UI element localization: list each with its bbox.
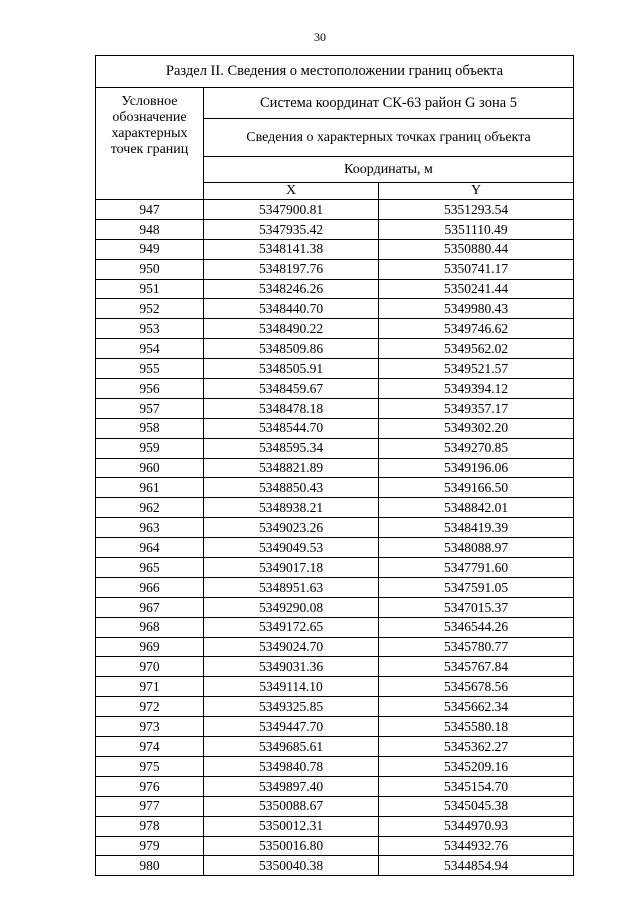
y-coordinate-cell: 5345662.34 [379,697,574,717]
point-number-cell: 965 [96,558,204,578]
y-coordinate-cell: 5345045.38 [379,796,574,816]
x-coordinate-cell: 5348141.38 [204,239,379,259]
x-coordinate-cell: 5348490.22 [204,319,379,339]
y-coordinate-cell: 5349394.12 [379,379,574,399]
x-coordinate-cell: 5348850.43 [204,478,379,498]
y-coordinate-cell: 5345767.84 [379,657,574,677]
point-number-cell: 958 [96,418,204,438]
table-row [96,776,574,796]
x-coordinate-cell: 5348951.63 [204,577,379,597]
y-coordinate-cell: 5349746.62 [379,319,574,339]
x-coordinate-cell: 5348197.76 [204,259,379,279]
table-row [96,498,574,518]
point-number-cell: 961 [96,478,204,498]
point-number-cell: 963 [96,518,204,538]
y-coordinate-cell: 5348842.01 [379,498,574,518]
table-row [96,518,574,538]
points-info-header: Сведения о характерных точках границ объекта [204,119,574,157]
point-label-header [96,88,204,200]
point-number-cell: 973 [96,717,204,737]
coordinates-header: Координаты, м [204,157,574,183]
point-number-cell: 977 [96,796,204,816]
y-coordinate-cell: 5350880.44 [379,239,574,259]
table-row [96,717,574,737]
y-coordinate-cell: 5345580.18 [379,717,574,737]
point-number-cell: 970 [96,657,204,677]
x-coordinate-cell: 5348478.18 [204,398,379,418]
table-row [96,319,574,339]
point-label-line: характерных [111,126,188,142]
point-number-cell: 952 [96,299,204,319]
x-coordinate-cell: 5347900.81 [204,200,379,220]
coordinate-system-header: Система координат СК-63 район G зона 5 [204,88,574,119]
y-coordinate-cell: 5345780.77 [379,637,574,657]
table-row [96,458,574,478]
x-coordinate-cell: 5348544.70 [204,418,379,438]
point-number-cell: 951 [96,279,204,299]
point-number-cell: 950 [96,259,204,279]
x-coordinate-cell: 5350088.67 [204,796,379,816]
point-number-cell: 969 [96,637,204,657]
y-coordinate-cell: 5349270.85 [379,438,574,458]
point-label-line: Условное [121,94,178,109]
table-row [96,836,574,856]
table-row [96,279,574,299]
x-coordinate-cell: 5349897.40 [204,776,379,796]
table-row [96,577,574,597]
point-number-cell: 962 [96,498,204,518]
table-row [96,219,574,239]
y-coordinate-cell: 5345209.16 [379,756,574,776]
x-coordinate-cell: 5348821.89 [204,458,379,478]
y-coordinate-cell: 5349562.02 [379,339,574,359]
x-coordinate-cell: 5348440.70 [204,299,379,319]
table-row [96,379,574,399]
x-coordinate-cell: 5349114.10 [204,677,379,697]
y-coordinate-cell: 5349196.06 [379,458,574,478]
table-row [96,816,574,836]
point-number-cell: 968 [96,617,204,637]
table-row [96,239,574,259]
table-row [96,359,574,379]
y-coordinate-cell: 5348088.97 [379,538,574,558]
y-coordinate-cell: 5349166.50 [379,478,574,498]
y-column-header: Y [379,183,574,200]
y-coordinate-cell: 5344970.93 [379,816,574,836]
section-title: Раздел II. Сведения о местоположении границ объекта [96,56,574,88]
table-row [96,438,574,458]
y-coordinate-cell: 5351110.49 [379,219,574,239]
x-coordinate-cell: 5350016.80 [204,836,379,856]
x-coordinate-cell: 5349447.70 [204,717,379,737]
point-number-cell: 964 [96,538,204,558]
point-number-cell: 978 [96,816,204,836]
y-coordinate-cell: 5345362.27 [379,737,574,757]
point-number-cell: 966 [96,577,204,597]
y-coordinate-cell: 5347791.60 [379,558,574,578]
x-coordinate-cell: 5348505.91 [204,359,379,379]
point-number-cell: 967 [96,597,204,617]
table-row [96,478,574,498]
table-row [96,756,574,776]
x-coordinate-cell: 5349023.26 [204,518,379,538]
point-number-cell: 976 [96,776,204,796]
point-number-cell: 980 [96,856,204,876]
y-coordinate-cell: 5347015.37 [379,597,574,617]
y-coordinate-cell: 5349521.57 [379,359,574,379]
y-coordinate-cell: 5344932.76 [379,836,574,856]
table-row [96,856,574,876]
y-coordinate-cell: 5349357.17 [379,398,574,418]
point-number-cell: 975 [96,756,204,776]
table-row [96,200,574,220]
point-number-cell: 948 [96,219,204,239]
x-coordinate-cell: 5349031.36 [204,657,379,677]
point-number-cell: 960 [96,458,204,478]
y-coordinate-cell: 5348419.39 [379,518,574,538]
x-coordinate-cell: 5348938.21 [204,498,379,518]
x-coordinate-cell: 5349024.70 [204,637,379,657]
x-coordinate-cell: 5349840.78 [204,756,379,776]
table-row [96,398,574,418]
x-coordinate-cell: 5349290.08 [204,597,379,617]
x-coordinate-cell: 5348595.34 [204,438,379,458]
y-coordinate-cell: 5350741.17 [379,259,574,279]
x-coordinate-cell: 5349049.53 [204,538,379,558]
point-label-line: точек границ [110,142,189,158]
y-coordinate-cell: 5347591.05 [379,577,574,597]
table-row [96,657,574,677]
point-number-cell: 956 [96,379,204,399]
point-number-cell: 955 [96,359,204,379]
y-coordinate-cell: 5344854.94 [379,856,574,876]
table-row [96,617,574,637]
x-coordinate-cell: 5349172.65 [204,617,379,637]
point-number-cell: 972 [96,697,204,717]
x-coordinate-cell: 5350040.38 [204,856,379,876]
point-label-line: обозначение [112,110,187,126]
table-row [96,697,574,717]
coordinates-rows [96,200,574,876]
x-coordinate-cell: 5349017.18 [204,558,379,578]
y-coordinate-cell: 5351293.54 [379,200,574,220]
point-number-cell: 979 [96,836,204,856]
x-coordinate-cell: 5349685.61 [204,737,379,757]
point-number-cell: 947 [96,200,204,220]
point-number-cell: 953 [96,319,204,339]
y-coordinate-cell: 5346544.26 [379,617,574,637]
x-column-header: X [204,183,379,200]
coordinates-table [95,55,574,876]
x-coordinate-cell: 5350012.31 [204,816,379,836]
y-coordinate-cell: 5345154.70 [379,776,574,796]
table-row [96,418,574,438]
y-coordinate-cell: 5349302.20 [379,418,574,438]
x-coordinate-cell: 5349325.85 [204,697,379,717]
table-row [96,597,574,617]
y-coordinate-cell: 5350241.44 [379,279,574,299]
y-coordinate-cell: 5345678.56 [379,677,574,697]
x-coordinate-cell: 5348509.86 [204,339,379,359]
table-row [96,677,574,697]
point-number-cell: 957 [96,398,204,418]
x-coordinate-cell: 5348246.26 [204,279,379,299]
table-row [96,558,574,578]
point-number-cell: 954 [96,339,204,359]
table-row [96,339,574,359]
table-row [96,796,574,816]
point-number-cell: 974 [96,737,204,757]
point-number-cell: 959 [96,438,204,458]
table-row [96,299,574,319]
table-row [96,737,574,757]
table-row [96,637,574,657]
table-row [96,538,574,558]
table-row [96,259,574,279]
x-coordinate-cell: 5348459.67 [204,379,379,399]
y-coordinate-cell: 5349980.43 [379,299,574,319]
x-coordinate-cell: 5347935.42 [204,219,379,239]
point-number-cell: 949 [96,239,204,259]
point-number-cell: 971 [96,677,204,697]
page-number: 30 [314,30,326,44]
